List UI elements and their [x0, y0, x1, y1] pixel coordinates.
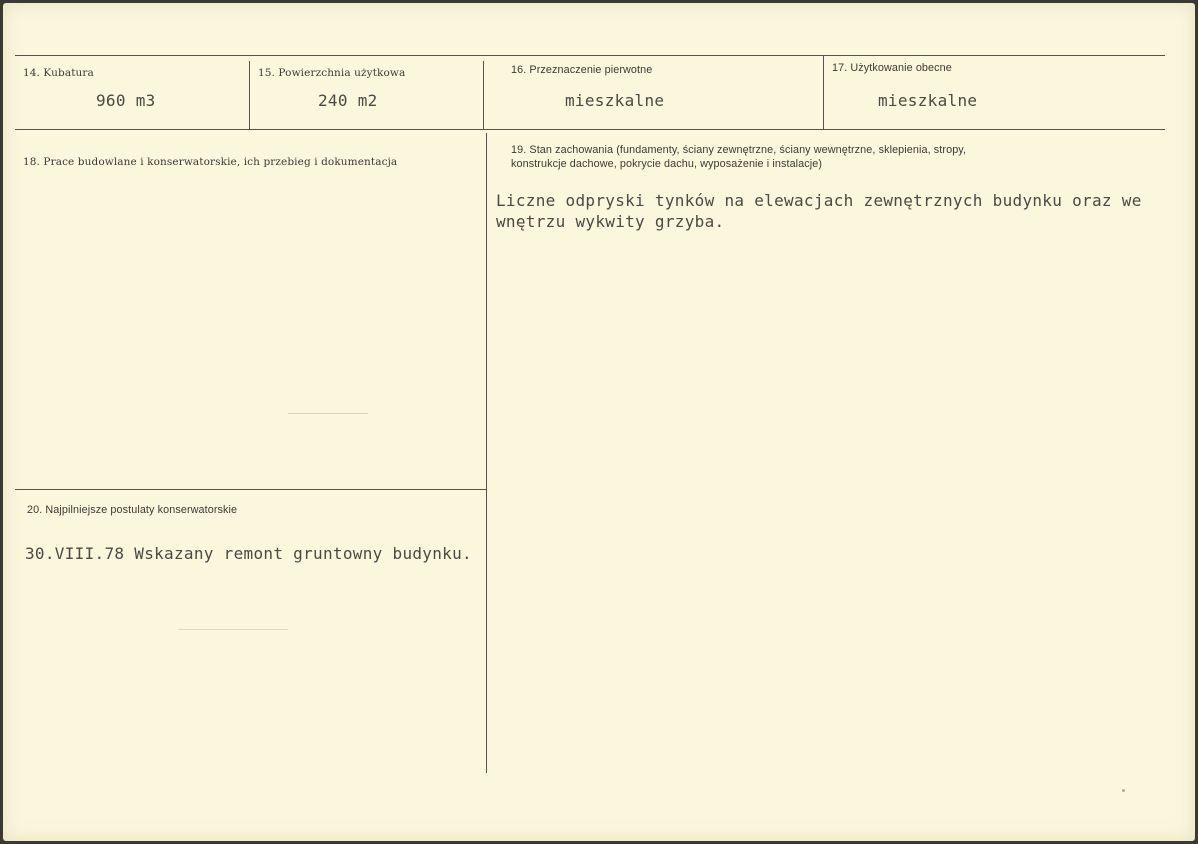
field-19-text-line2: wnętrzu wykwity grzyba. — [496, 212, 725, 231]
field-19-label-line2: konstrukcje dachowe, pokrycie dachu, wyposażenie i instalacje) — [511, 158, 823, 170]
paper-speck — [178, 629, 288, 630]
top-rule — [15, 55, 1165, 56]
field-16-label: 16. Przeznaczenie pierwotne — [511, 64, 653, 76]
field-20-text: 30.VIII.78 Wskazany remont gruntowny budynku. — [25, 544, 472, 563]
field-19-text-line1: Liczne odpryski tynków na elewacjach zewnętrznych budynku oraz we — [496, 191, 1142, 210]
field-15-label: 15. Powierzchnia użytkowa — [258, 67, 406, 79]
divider-14-15 — [249, 61, 250, 129]
section-20-divider — [15, 489, 487, 490]
center-divider — [486, 133, 487, 773]
paper-speck — [288, 413, 368, 414]
field-16-value: mieszkalne — [565, 91, 665, 110]
row-divider — [15, 129, 1165, 130]
field-17-value: mieszkalne — [878, 91, 978, 110]
field-20-label: 20. Najpilniejsze postulaty konserwatorskie — [27, 504, 238, 516]
field-19-label-line1: 19. Stan zachowania (fundamenty, ściany zewnętrzne, ściany wewnętrzne, sklepienia, stropy, — [511, 144, 967, 156]
field-15-value: 240 m2 — [318, 91, 378, 110]
field-17-label: 17. Użytkowanie obecne — [832, 62, 952, 74]
field-14-label: 14. Kubatura — [23, 67, 94, 79]
paper-speck — [1122, 789, 1125, 792]
field-14-value: 960 m3 — [96, 91, 156, 110]
divider-16-17 — [823, 55, 824, 129]
field-18-label: 18. Prace budowlane i konserwatorskie, ich przebieg i dokumentacja — [23, 156, 398, 168]
record-card — [3, 3, 1195, 841]
divider-15-16 — [483, 61, 484, 129]
